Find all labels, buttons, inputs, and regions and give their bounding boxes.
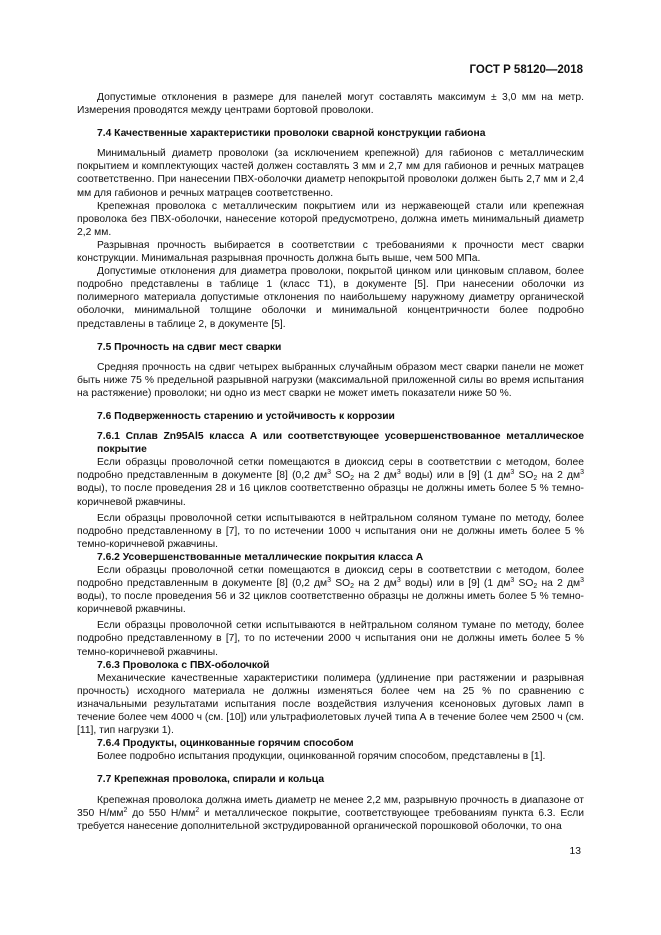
section-7-7-heading: 7.7 Крепежная проволока, спирали и кольца: [97, 774, 325, 786]
text-run: воды), то после проведения 28 и 16 циклов соответственно образцы не должны иметь более 5 % темно-коричневой ржавчины.: [77, 483, 584, 508]
text-run: SO: [514, 470, 534, 482]
superscript: 3: [327, 469, 332, 477]
text-run: Крепежная проволока должна иметь диаметр не менее 2,2 мм, разрывную прочность в диапазоне от 350 Н/мм: [77, 794, 584, 819]
text-run: на 2 дм: [537, 578, 581, 590]
section-7-6-2-paragraph-2: Если образцы проволочной сетки испытываются в нейтральном соляном тумане по методу, более подробно представленному в [7], то по истечении 2000 ч испытания они не должны иметь более 5 % темно-коричневой ржавчины.: [77, 620, 584, 658]
text-run: воды) или в [9] (1 дм: [400, 578, 511, 590]
text-run: на 2 дм: [537, 470, 581, 482]
document-body: [77, 91, 584, 833]
subscript: 2: [533, 583, 538, 591]
subscript: 2: [350, 583, 355, 591]
section-7-6-1-heading: 7.6.1 Сплав Zn95Al5 класса А или соответствующее усовершенствованное металлическое покрытие: [97, 431, 584, 456]
text-run: и металлическое покрытие, соответствующее требованиям пункта 6.3. Если требуется нанесение дополнительной экструдированной органической порошковой оболочки, то она: [77, 807, 584, 832]
section-7-6-4-paragraph-1: Более подробно испытания продукции, оцинкованной горячим способом, представлены в [1].: [97, 751, 546, 763]
superscript: 3: [580, 577, 585, 585]
text-run: Если образцы проволочной сетки помещаются в диоксид серы в соответствии с методом, более подробно представленным в документе [8] (0,2 дм: [77, 565, 584, 590]
text-run: до 550 Н/мм: [127, 807, 196, 819]
section-7-6-1-paragraph-2: Если образцы проволочной сетки испытываются в нейтральном соляном тумане по методу, более подробно представленному в [7], то по истечении 1000 ч испытания они не должны иметь более 5 % темно-коричневой ржавчины.: [77, 512, 584, 550]
subscript: 2: [350, 475, 355, 483]
text-run: SO: [514, 578, 534, 590]
text-run: SO: [331, 578, 351, 590]
section-7-4-heading: 7.4 Качественные характеристики проволоки сварной конструкции габиона: [97, 128, 486, 140]
section-7-5-paragraph-1: Средняя прочность на сдвиг четырех выбранных случайным образом мест сварки панели не может быть ниже 75 % предельной разрывной нагрузки (максимальной приложенной силы во время испытания на растяжение) проволоки; ни одно из мест сварки не может иметь показатели ниже 50 %.: [77, 361, 584, 399]
text-run: на 2 дм: [354, 470, 397, 482]
superscript: 3: [396, 469, 401, 477]
section-7-6-3-paragraph-1: Механические качественные характеристики полимера (удлинение при растяжении и разрывная прочность) исходного материала не должны изменяться более чем на 25 % по сравнению с изначальными результатами испытания после воздействия излучения ксеноновых дуговых ламп в течение более чем 4000 ч (см. [10]) или ультрафиолетовых лучей типа А в течение более чем 2500 ч (см. [11], тип нагрузки 1).: [77, 672, 584, 737]
text-run: воды) или в [9] (1 дм: [400, 470, 511, 482]
section-7-6-3-heading: 7.6.3 Проволока с ПВХ-оболочкой: [97, 659, 270, 671]
section-7-6-heading: 7.6 Подверженность старению и устойчивость к коррозии: [97, 410, 395, 422]
section-7-6-2-paragraph-1: [77, 564, 584, 616]
superscript: 3: [580, 469, 585, 477]
superscript: 3: [510, 469, 515, 477]
section-7-4-paragraph-3: Разрывная прочность выбирается в соответствии с требованиями к прочности мест сварки конструкции. Минимальная разрывная прочность должна быть выше, чем 500 МПа.: [77, 239, 584, 265]
superscript: 3: [327, 577, 332, 585]
superscript: 3: [510, 577, 515, 585]
superscript: 2: [123, 806, 128, 814]
intro-paragraph: Допустимые отклонения в размере для панелей могут составлять максимум ± 3,0 мм на метр. Измерения проводятся между центрами бортовой проволоки.: [77, 92, 584, 117]
section-7-6-1-paragraph-1: [77, 456, 584, 508]
text-run: SO: [331, 470, 351, 482]
document-id-header: ГОСТ Р 58120—2018: [469, 64, 583, 76]
text-run: на 2 дм: [354, 578, 397, 590]
text-run: Если образцы проволочной сетки помещаются в диоксид серы в соответствии с методом, более подробно представленным в документе [8] (0,2 дм: [77, 457, 584, 482]
section-7-4-paragraph-4: Допустимые отклонения для диаметра проволоки, покрытой цинком или цинковым сплавом, более подробно представлены в таблице 1 (класс Т1), в документе [5]. При нанесении оболочки из полимерного материала допустимые отклонения по наибольшему наружному диаметру органической оболочки, минимальной толщине оболочки и минимальной концентричности более подробно представлены в таблице 2, в документе [5].: [77, 266, 584, 330]
section-7-7-paragraph-1: [77, 794, 584, 833]
section-7-5-heading: 7.5 Прочность на сдвиг мест сварки: [97, 341, 282, 353]
section-7-6-2-heading: 7.6.2 Усовершенствованные металлические покрытия класса А: [97, 551, 424, 563]
subscript: 2: [533, 475, 538, 483]
page-number: 13: [569, 846, 581, 857]
text-run: воды), то после проведения 56 и 32 циклов соответственно образцы не должны иметь более 5 % темно-коричневой ржавчины.: [77, 591, 584, 616]
superscript: 2: [195, 806, 200, 814]
section-7-4-paragraph-1: Минимальный диаметр проволоки (за исключением крепежной) для габионов с металлическим покрытием и комплектующих частей должен составлять 3 мм и 2,7 мм для габионов и речных матрацев соответственно. При нанесении ПВХ-оболочки диаметр непокрытой проволоки должен быть 2,7 мм и 2,4 мм для габионов и речных матрацев соответственно.: [77, 148, 584, 199]
section-7-4-paragraph-2: Крепежная проволока с металлическим покрытием или из нержавеющей стали или крепежная проволока без ПВХ-оболочки, нанесение которой предусмотрено, должна иметь минимальный диаметр 2,2 мм.: [77, 200, 584, 238]
section-7-6-4-heading: 7.6.4 Продукты, оцинкованные горячим способом: [97, 738, 354, 750]
superscript: 3: [396, 577, 401, 585]
